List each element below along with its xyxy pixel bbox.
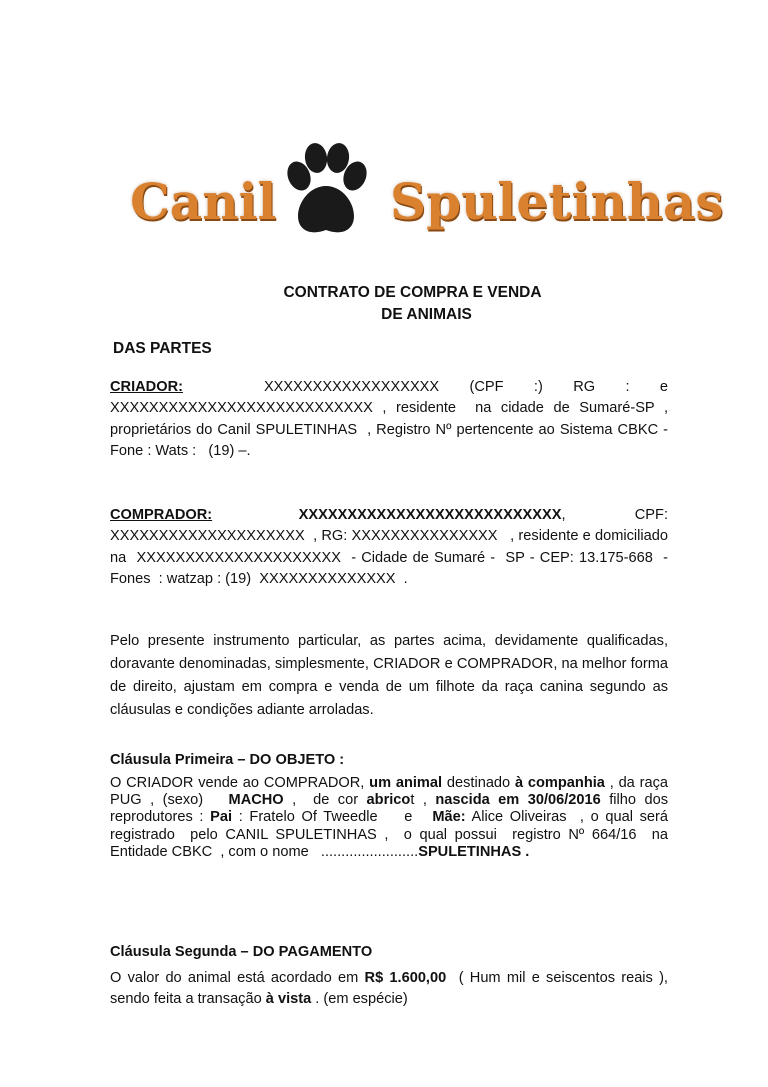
paw-icon — [280, 142, 372, 242]
clause-1-bold-3: MACHO — [228, 792, 284, 809]
title-line-2: DE ANIMAIS — [381, 306, 472, 323]
criador-label: CRIADOR: — [110, 379, 183, 395]
logo-word-canil: Canil — [130, 172, 277, 231]
clause-1-text-6: filho dos reprodutores : — [110, 792, 669, 826]
intro-paragraph: Pelo presente instrumento particular, as partes acima, devidamente qualificadas, doravante denominadas, simplesmente, CRIADOR e COMPRADOR, na melhor forma de direito, ajustam em compra e venda de um filhote da raça canina segundo as cláusulas e condições adiante arroladas. — [110, 633, 668, 718]
clause-1-text-1: O CRIADOR vende ao COMPRADOR, — [110, 775, 370, 791]
criador-text: XXXXXXXXXXXXXXXXXX (CPF :) RG : e XXXXXXXXXXXXXXXXXXXXXXXXXXX , residente na cidade de Sumaré-SP , proprietários do Canil SPULETINHAS , Registro Nº pertencente ao Sistema CBKC - Fone : Wats : (19) –. — [110, 379, 673, 460]
clause-1-body — [110, 775, 677, 861]
comprador-name: XXXXXXXXXXXXXXXXXXXXXXXXXXX — [298, 507, 562, 523]
document-title — [150, 282, 675, 326]
clause-1-bold-7: Mãe: — [432, 809, 466, 826]
clause-1-bold-6: Pai — [210, 809, 233, 826]
clause-2-title: Cláusula Segunda – DO PAGAMENTO — [110, 944, 373, 960]
title-line-1: CONTRATO DE COMPRA E VENDA — [283, 284, 542, 301]
clause-1-bold-1: um animal — [369, 775, 443, 791]
comprador-text: , CPF: XXXXXXXXXXXXXXXXXXXX , RG: XXXXXXXXXXXXXXX , residente e domiciliado na XXXXXXXXXXXXXXXXXXXXX - Cidade de Sumaré - SP - CEP: 13.175-668 - Fones : watzap : (19) XXXXXXXXXXXXXX . — [110, 507, 677, 588]
clause-2-text-1: O valor do animal está acordado em — [110, 970, 365, 986]
clause-1-text-8: Alice Oliveiras , o qual será registrado pelo CANIL SPULETINHAS , o qual possui registro Nº 664/16 na Entidade CBKC , com o nome ........................ — [110, 809, 673, 860]
clause-1-title: Cláusula Primeira – DO OBJETO : — [110, 752, 345, 768]
clause-1-bold-2: à companhia — [514, 775, 605, 791]
clause-1-bold-4: abrico — [366, 792, 411, 809]
canil-logo — [118, 140, 724, 260]
comprador-label: COMPRADOR: — [110, 507, 213, 523]
clause-2-text-2: ( Hum mil e seiscentos reais ), sendo feita a transação — [110, 970, 673, 1008]
clause-1-text-7: : Fratelo Of Tweedle e — [232, 809, 433, 826]
logo-word-spuletinhas: Spuletinhas — [390, 172, 724, 231]
parties-heading: DAS PARTES — [113, 340, 212, 357]
clause-1-text-5: t , — [410, 792, 436, 809]
criador-paragraph — [110, 377, 673, 463]
clause-1-text-3: , da raça PUG , (sexo) — [110, 775, 677, 809]
clause-2-bold-2: à vista — [265, 991, 312, 1008]
clause-1-text-2: destinado — [442, 775, 515, 791]
clause-2-price: R$ 1.600,00 — [364, 970, 447, 986]
clause-2-text-3: . (em espécie) — [311, 991, 408, 1008]
clause-2-body — [110, 968, 673, 1011]
clause-1-bold-8: SPULETINHAS . — [418, 843, 530, 860]
comprador-paragraph — [110, 505, 677, 591]
clause-1-text-4: , de cor — [283, 792, 367, 809]
clause-1-bold-5: nascida em 30/06/2016 — [435, 792, 601, 809]
